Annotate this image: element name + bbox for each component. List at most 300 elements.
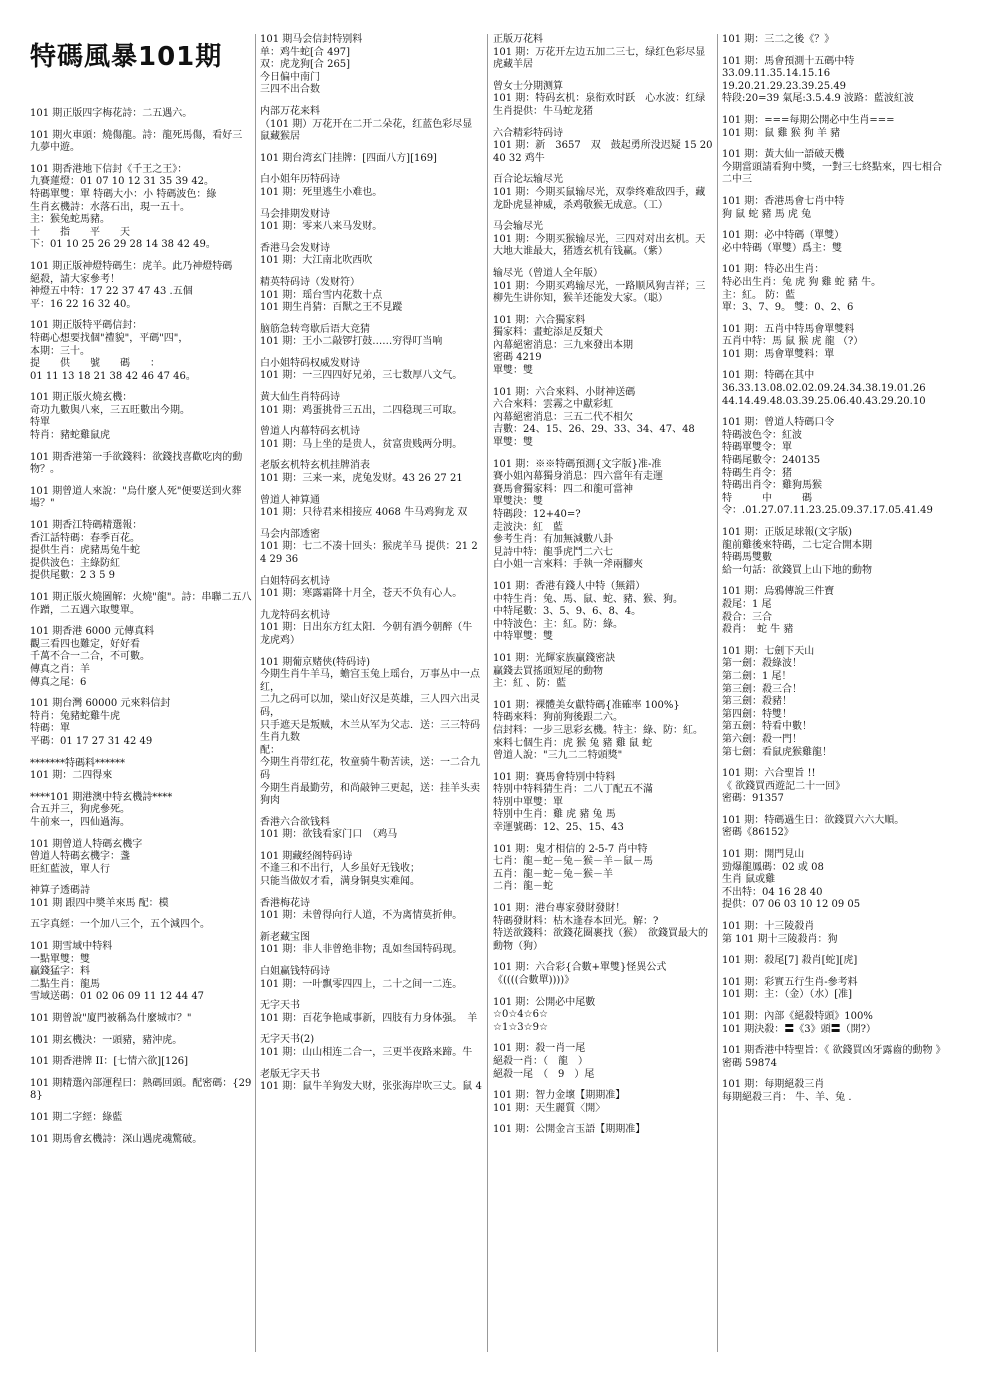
tip-block [30,1035,252,1048]
tip-heading: 101 期香港 6000 元傳真料 [30,626,155,638]
tip-line: 101 期：大江南北吹西吹 [260,255,373,267]
tip-line: 牛前來一，四仙過海。 [30,816,130,828]
tip-line: 獨家料：畫蛇添足反類犬 [493,327,603,339]
tip-heading: 101 期台灣 60000 元來料信封 [30,698,171,710]
tip-line: 絕殺一尾 （ 9 ）尾 [493,1068,595,1080]
tip-line: 三四不出合数 [260,84,320,96]
column-3 [493,34,726,1146]
tip-heading: 101 期：===每期公開必中生肖=== [722,114,895,126]
tip-block [30,320,252,383]
tip-block [260,932,482,957]
tip-block [493,268,715,306]
tip-line: 特段:20=39 氣尾:3.5.4.9 波路：藍波紅波 [722,93,914,105]
tip-heading: 101 期香江特碼精選報： [30,520,143,532]
tip-block [30,108,252,121]
tip-line: 第六劍：殺一門！ [722,733,802,745]
tip-line: 十 指 平 天 [30,226,130,238]
tip-heading: 香港六合欲钱料 [260,816,330,828]
tip-line: 單雙：雙 [493,365,533,377]
tip-heading: 101 期：六合來料、小財神送碼 [493,386,636,398]
tip-heading: 101 期：開門見山 [722,849,805,861]
tip-line: 吉數：24、15、26、29、33、34、47、48 [493,424,695,436]
tip-heading: 101 期：賽馬會特別中特料 [493,771,616,783]
tip-line: 特碼單雙：單 特碼大小：小 特碼波色：綠 [30,188,217,200]
tip-heading: 脑筋急转弯歇后语大竞猜 [260,323,370,335]
tip-line: 五肖：龍－蛇－兔－猴－羊 [493,868,613,880]
tip-block [722,1011,944,1036]
tip-line: 本期：三十。 [30,345,90,357]
tip-block [30,1056,252,1069]
tip-line: 特別中特料猜生肖：二八丁配五不滿 [493,784,653,796]
tip-heading: 101 期香港第一手欲錢料：欲錢找喜歡吃肉的動物？。 [30,451,243,476]
tip-line: 二肖：龍－蛇 [493,881,553,893]
tip-line: 特碼出肖令：雞狗馬猴 [722,480,822,492]
tip-line: 中特生肖：兔、馬、鼠、蛇、豬、猴、狗。 [493,593,683,605]
tip-line: 提供尾數：2 3 5 9 [30,570,115,582]
tip-line: 賽馬會獨家料：四二和龍可當神 [493,483,633,495]
tip-heading: 101 期：裸體美女獻特碼{准確率 100%} [493,699,680,711]
tip-line: 特碼發財料：枯木逢春本回光。解：? [493,915,659,927]
tip-line: 內幕絕密消息：三五二代不相欠 [493,411,633,423]
tip-heading: 101 期：特必出生肖： [722,264,825,276]
tip-line: 信封料：一步三思彩玄機。特主：綠、防：紅。 [493,724,703,736]
tip-line: 單雙：雙 [493,437,533,449]
tip-heading: 101 期：※※特碼預測{文字版}准-准 [493,458,662,470]
tip-block [493,653,715,691]
tip-heading: 老版玄机特玄机挂牌消表 [260,460,370,472]
tip-heading: 101 期精選內部運程曰：熱碼回頭。配密碼：{298} [30,1077,252,1102]
tip-heading: 正版万花料 [493,34,543,45]
tip-heading: 九龙特码玄机诗 [260,609,330,621]
tip-line: 第七劍：看鼠虎猴雞龍！ [722,746,832,758]
tip-block [260,851,482,889]
tip-line: 一點單雙：雙 [30,953,90,965]
tip-heading: 101 期马会信封特别料 [260,34,363,45]
tip-block [260,460,482,485]
tip-line: 白小姐一言來料：手執一斧兩腳夾 [493,559,643,571]
tip-heading: 101 期火車頭：燒傷龍。詩：龍死馬傷，看好三九夢中遊。 [30,129,243,154]
tip-line: 今日偏中南门 [260,71,320,83]
tip-heading: 101 期：公開金言玉語【期期准】 [493,1124,646,1136]
tip-block [493,700,715,763]
tip-line: 曾道人說："三九二二特頭獎" [493,750,623,762]
page-title: 特碼風暴101期 [30,42,223,72]
tip-line: 中特尾數：3、5、9、6、8、4。 [493,606,642,618]
tip-heading: 五字真經：一个加八三个，五个減四个。 [30,919,210,931]
tip-line: 《((((合數單))))》 [493,975,575,986]
tip-line: 贏錢去買搖頭短尾的動物 [493,665,603,677]
tip-line: 香江話特碼：春季百花。 [30,532,140,544]
tip-block [493,844,715,894]
tip-line: 旺紅藍波，單人行 [30,863,110,875]
tip-line: 101 期：今期买鸡输尽光，一路顺风狗吉祥；三柳先生讲你知，猴羊还能发大家。（聪） [493,280,706,305]
tip-block [260,209,482,234]
tip-heading: 101 期：內部《絕殺特頭》100% [722,1011,873,1022]
tip-block [722,527,944,577]
tip-line: 101 期 跟四中奬羊來馬 配：模 [30,897,169,909]
tip-line: 双：虎龙狗[合 265] [260,59,351,71]
tip-line: 合五并三，狗虎參死。 [30,804,130,816]
tip-heading: 黄大仙生肖特码诗 [260,392,340,404]
tip-line: 特碼心想要找個"禮貌"，平碼"四"， [30,332,189,344]
tip-line: ☆1☆3☆9☆ [493,1021,548,1033]
tip-line: 101 期：未曾得向行人道，不为离情莫折伸。 [260,910,463,922]
tip-heading: 101 期正版火燒玄機： [30,392,133,404]
tip-line: 殺尾：1 尾 [722,598,772,610]
tip-block [493,387,715,450]
tip-line: 密碼《86152》 [722,827,794,839]
tip-line: 33.09.11.35.14.15.16 [722,68,831,80]
tip-line: 提 供 號 碼 ： [30,358,160,370]
tip-heading: 101 期：五肖中特馬會單雙料 [722,323,855,335]
tip-line: 第三劍：殺三合！ [722,683,802,695]
tip-heading: 马会输尽光 [493,221,543,233]
tip-block [722,196,944,221]
tip-heading: 101 期：馬會預測十五碼中特 [722,55,855,67]
tip-line: 单：鸡牛蛇[合 497] [260,46,351,58]
tip-line: 贏錢猛字：料 [30,966,90,978]
tip-line: 令：.01.27.07.11.23.25.09.37.17.05.41.49 [722,505,933,517]
tip-block [493,1043,715,1081]
tip-line: ☆0☆4☆6☆ [493,1009,548,1021]
tip-block [260,1069,482,1094]
tip-block [722,230,944,255]
tip-line: 內幕絕密消息：三九來發出本期 [493,339,633,351]
tip-line: 101 期：欲钱看家门口 （鸡马 [260,829,398,841]
tip-heading: 101 期曾道人來說："烏什麼人死"便要送到火葬場？" [30,485,242,510]
tip-heading: 新老藏宝图 [260,931,310,943]
tip-block [30,839,252,877]
tip-block [260,392,482,417]
tip-line: 平：16 22 16 32 40。 [30,298,137,310]
tip-line: 龍前雞後來特碼，二七定合開本期 [722,539,872,551]
tip-heading: 101 期正版神燈特碼生：虎羊。此乃神燈特碼 [30,260,233,272]
tip-line: 只能当做奴才看，满身铜臭实难闻。 [260,876,420,888]
tip-heading: 101 期：彩實五行生肖-參考料 [722,976,858,988]
tip-line: 絕殺，請大家參考！ [30,273,120,285]
tip-line: 特單 [30,417,50,429]
tip-line: 奇功九數與八來，三五旺數出今期。 [30,404,190,416]
tip-line: 特必出生肖：兔 虎 狗 雞 蛇 豬 牛。 [722,276,882,288]
tip-line: 提供波色：主綠防紅 [30,557,120,569]
tip-line: 特碼來料：狗前狗後跟二六。 [493,712,623,724]
tip-line: 101 期：天生麗質〈開〉 [493,1102,606,1114]
tip-line: 101 期：只待君来相接应 4068 牛马鸡狗龙 双 [260,507,468,519]
tip-line: 觀三看四也難定，好好看 [30,638,140,650]
tip-heading: 马会排期发财诗 [260,208,330,220]
tip-block [260,610,482,648]
tip-line: 第四劍：特雙！ [722,708,792,720]
tip-line: 配： [260,744,280,756]
tip-block [30,792,252,830]
tip-heading: 101 期：殺尾[7] 殺肖[蛇][虎] [722,955,858,967]
tip-line: 36.33.13.08.02.02.09.24.34.38.19.01.26 [722,383,926,395]
tip-line: 101 期：主：（金）（水）[准] [722,989,853,1001]
tip-block [260,174,482,199]
tip-line: 101 期：马上坐的是贵人，贫富贵贱两分明。 [260,438,463,450]
tip-line: 提供生肖：虎豬馬兔牛蛇 [30,545,140,557]
tip-line: 曾道人特碼玄機字：盞 [30,851,130,863]
tip-block [493,581,715,644]
tip-line: 101 期：万花开左边五加二三七，绿红色彩尽显虎藏羊居 [493,46,706,71]
tip-line: 五肖中特：馬 鼠 猴 虎 龍 （?） [722,336,864,348]
tip-line: 特碼波色令：紅波 [722,429,802,441]
tip-block [30,520,252,583]
tip-line: 101 期：特码玄机：泉衔欢时跃 心水波：红绿 生肖提供：牛马蛇龙猪 [493,93,726,117]
tip-heading: 输尽光（曾道人全年版） [493,267,603,279]
tip-line: 101 期：馬會單雙料：單 [722,348,835,360]
tip-heading: 101 期曾道人特碼玄機字 [30,838,143,850]
tip-block [30,885,252,910]
tip-heading: 101 期：港台專家發財發財！ [493,903,626,915]
tip-block [722,815,944,840]
tip-line: 第一劍：殺綠波！ [722,658,802,670]
tip-line: 主：猴兔蛇馬豬。 [30,214,110,226]
tip-line: 不出特：04 16 28 40 [722,886,823,898]
tip-block [493,903,715,953]
tip-line: 101 期：今期买猴输尽光，三四对对出玄机。天大地大谁最大，猪透玄机有钱赢。（紫） [493,233,706,258]
tip-line: 特別中單雙：單 [493,796,563,808]
tip-line: 101 期：百花争艳咸事新，四肢有力身体强。 羊 [260,1012,478,1024]
tip-block [30,452,252,477]
tip-heading: 101 期：香港馬會七肖中特 [722,195,845,207]
tip-heading: 香港梅花诗 [260,897,310,909]
tip-block [493,1124,715,1137]
tip-line: 主：紅 、防：藍 [493,678,567,690]
tip-heading: 百合论坛输尽光 [493,174,563,186]
tip-heading: 101 期：三二之後《？》 [722,34,835,45]
tip-block [722,646,944,759]
tip-block [30,392,252,442]
tip-line: 密碼 4219 [493,352,542,364]
tip-heading: 101 期曾說"廈門被稱為什麼城市？" [30,1013,192,1025]
tip-line: 特碼馬雙數 [722,552,772,564]
tip-heading: 101 期：公開必中尾數 [493,996,596,1008]
tip-line: 101 期決殺：〓《3》頭〓（開?） [722,1023,876,1035]
tip-block [260,495,482,520]
tip-block [260,657,482,808]
tip-line: 101 期：鸡蛋挑骨三五出，二四稳现三可取。 [260,404,463,416]
tip-heading: 101 期：必中特碼（單雙） [722,230,845,242]
tip-line: 44.14.49.48.03.39.25.06.40.43.29.20.10 [722,395,926,407]
tip-block [30,1078,252,1103]
tip-block [260,426,482,451]
tip-heading: 101 期：香港有錢人中特（無錯） [493,580,646,592]
tip-line: 必中特碼（單雙）爲主：雙 [722,242,842,254]
tip-line: 雪域送碼：01 02 06 09 11 12 44 47 [30,991,205,1003]
tip-line: 第二劍：1 尾！ [722,670,792,682]
tip-line: 傳真之尾：6 [30,676,87,688]
tip-heading: 101 期正版火燒圖解：火燒"龍"。詩：串聯二五八作蹭，二五遇六取雙單。 [30,592,252,616]
tip-line: 中特單雙：雙 [493,631,553,643]
tip-block [260,243,482,268]
tip-line: 01 11 13 18 21 38 42 46 47 46。 [30,370,196,382]
tip-block [493,221,715,259]
tip-block [30,941,252,1004]
tip-line: 不逢三和不出行，人乡虽好无钱收； [260,863,420,875]
tip-block [493,1090,715,1115]
tip-block [260,576,482,601]
tip-heading: 101 期：十三陵殺肖 [722,921,815,933]
tip-block [30,758,252,783]
tip-line: 特送欲錢料：欲錢花圈裹找（猴） 欲錢買最大的動物（狗） [493,928,708,952]
tip-block [493,34,715,72]
tip-line: 平碼：01 17 27 31 42 49 [30,735,153,747]
tip-line: 六合來料：雲霧之中獻彩虹 [493,399,613,411]
column-divider [255,34,256,1352]
tip-line: 今期生肖牛羊马，蟾宫玉兔上瑶台，万事丛中一点红， [260,669,480,693]
tip-line: 101 期：零来八来马发财。 [260,221,383,233]
tip-line: 千萬不合一二合，不可數。 [30,651,150,663]
tip-heading: 101 期正版四字梅花詩：二五遇六。 [30,108,193,119]
tip-line: 單：3、7、9。 雙：0、2、6 [722,302,854,314]
tip-heading: 101 期葡京赌侠(特码诗) [260,656,371,668]
tip-heading: 101 期：智力金壞【期期准】 [493,1090,626,1102]
tip-line: 幸運號碼：12、25、15、43 [493,822,624,834]
tip-block [30,592,252,617]
tip-heading: 老版无字天书 [260,1068,320,1080]
tip-line: 101 期：一三四四好兄弟，三七数厚八文气。 [260,370,463,382]
tip-line: （101 期）万花开在二开二朵花，红蓝色彩尽显鼠藏猴居 [260,118,473,143]
tip-line: 101 期：王小二敲锣打鼓……穷得叮当响 [260,336,443,348]
tip-line: 第三劍：殺豬！ [722,696,792,708]
tip-heading: 101 期：特碼在其中 [722,370,815,382]
tip-heading: 精英特码诗（发财符） [260,276,360,288]
tip-heading: 101 期：七劍下天山 [722,645,815,657]
tip-heading: 101 期：正版足球報(文字版) [722,527,853,538]
tip-line: 來料七個生肖：虎 猴 兔 豬 雞 鼠 蛇 [493,737,653,749]
tip-heading: 101 期：烏鴉傳說三件寶 [722,586,835,598]
tip-line: 特碼尾數令：240135 [722,455,821,467]
tip-heading: 101 期：特碼過生日：欲錢買六六大順。 [722,814,905,826]
tip-line: 第五劍：特看中數！ [722,721,812,733]
tip-block [260,106,482,144]
tip-line: 101 期：非人非曾绝非物；乱如叁国特码现。 [260,944,463,956]
tip-heading: 101 期香港地下信封《千王之王》： [30,163,188,175]
tip-line: 九賽蓮燈：01 07 10 12 31 35 39 42。 [30,176,215,188]
tip-heading: 101 期正版特平碼信封： [30,320,143,332]
tip-line: 殺合：三合 [722,611,772,623]
tip-block [30,1013,252,1026]
tip-line: 殺肖： 蛇 牛 豬 [722,624,794,636]
tip-line: 101 期：瑶台雪内花数十点 [260,289,383,301]
tip-block [722,149,944,187]
column-1 [30,108,252,1155]
tip-line: 今期當頭請看狗中獎，一對三七終點來，四七相合二中三 [722,161,942,186]
tip-line: 中特波色：主：紅。防：綠。 [493,618,623,630]
tip-heading: 101 期：六合獨家料 [493,314,586,326]
tip-block [30,1112,252,1125]
tip-block [493,459,715,572]
tip-line: 101 期：新 3657 双 鼓起勇所没迟疑 15 20 40 32 鸡牛 [493,140,716,164]
tip-line: 走波決：紅 藍 [493,521,563,533]
tip-block [493,174,715,212]
tip-block [722,586,944,636]
tip-line: 第 101 期十三陵殺肖：狗 [722,933,838,945]
tip-heading: 曾道人内幕特码玄机诗 [260,426,360,438]
tip-heading: 白姐赢钱特码诗 [260,966,330,978]
tip-block [260,529,482,567]
tip-line: 生肖 鼠或雞 [722,874,776,886]
tip-heading: 101 期藏经阁特码诗 [260,850,353,862]
tip-line: 101 期生肖猜：百獸之王不見蹤 [260,302,403,314]
tip-heading: 101 期：曾道人特碼口令 [722,417,835,429]
tip-heading: 白小姐年历特码诗 [260,174,340,186]
tip-line: 101 期：鼠 雞 猴 狗 羊 豬 [722,127,841,139]
tip-block [260,34,482,97]
tip-block [722,1045,944,1070]
tip-line: 提供：07 06 03 10 12 09 05 [722,899,861,911]
tip-block [260,277,482,315]
tip-block [260,966,482,991]
tip-heading: 101 期：光輝家族贏錢密訣 [493,652,616,664]
tip-line: 七肖：龍－蛇－兔－猴－羊－鼠－馬 [493,856,653,868]
tip-block [260,358,482,383]
tip-block [722,849,944,912]
tip-block [722,921,944,946]
tip-line: 特肖：兔豬蛇雞牛虎 [30,710,120,722]
column-4 [722,34,944,1114]
tip-heading: 101 期雪域中特料 [30,941,113,953]
tip-line: 單雙決：雙 [493,496,543,508]
tip-block [493,315,715,378]
tip-heading: 香港马会发财诗 [260,242,330,254]
tip-block [260,153,482,166]
tip-block [30,698,252,748]
tip-line: 勁爆龍鳳碼：02 或 08 [722,861,824,873]
tip-block [30,919,252,932]
tip-line: 主：紅。 防：藍 [722,289,796,301]
column-2 [260,34,482,1103]
tip-line: 只手遮天是叛贼，木兰从军为父志．送：三三特码生肖九数 [260,719,480,744]
tip-line: 特 中 碼 [722,492,812,504]
tip-block [260,898,482,923]
tip-block [493,128,715,166]
tip-block [30,261,252,311]
tip-line: 賽小姐內幕獨身消息：四六當年有走運 [493,471,663,483]
column-divider [717,34,718,1352]
tip-line: 二點生肖：龍馬 [30,978,100,990]
tip-heading: 101 期：六合聖旨 !! [722,768,816,780]
tip-heading: 白小姐特码权威发财诗 [260,357,360,369]
tip-block [722,1079,944,1104]
tip-heading: *******特碼料****** [30,757,125,769]
tip-line: 特肖：豬蛇雞鼠虎 [30,430,110,442]
tip-block [722,324,944,362]
tip-block [260,817,482,842]
tip-line: 神燈五中特：17 22 37 47 43 .五個 [30,286,193,298]
tip-block [722,370,944,408]
tip-heading: 马会内部透密 [260,528,320,540]
tip-heading: 神算子透碼詩 [30,885,90,897]
tip-line: 101 期：二四得來 [30,770,113,782]
tip-block [30,130,252,155]
tip-block [260,1034,482,1059]
tip-block [30,626,252,689]
tip-heading: 无字天书(2) [260,1034,315,1046]
tip-block [493,772,715,835]
tip-heading: 曾道人神算通 [260,494,320,506]
tip-heading: 101 期：六合彩{合數+單雙}怪異公式 [493,962,667,974]
tip-block [260,1000,482,1025]
tip-line: 今期生肖最勤劳，和尚敲钟三更起，送：挂羊头卖狗肉 [260,782,480,807]
tip-line: 101 期：今期买鼠输尽光，双拳终难敌四手，藏龙卧虎显神威，杀鸡敬猴无成意。（工） [493,186,706,211]
tip-block [30,164,252,252]
tip-line: 今期生肖带红花，牧童骑牛勒苦读，送：一二合九码 [260,757,480,781]
tip-line: 特碼：單 [30,723,70,735]
tip-heading: 六合精彩特码诗 [493,127,563,139]
tip-heading: 101 期台湾玄门挂牌：[四面八方][169] [260,152,437,164]
